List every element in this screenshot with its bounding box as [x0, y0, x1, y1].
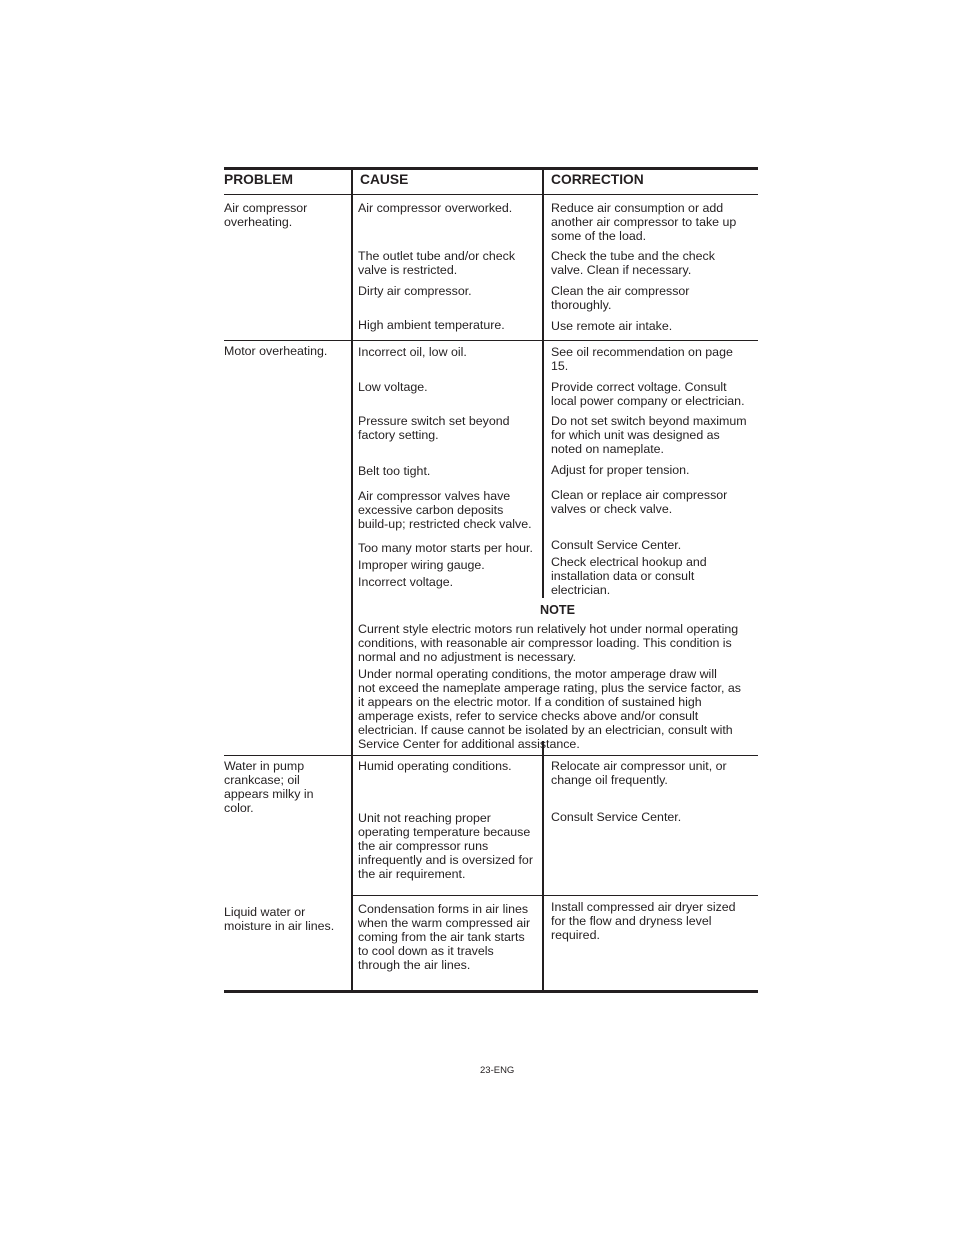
cause-text: Dirty air compressor. [358, 284, 472, 298]
correction-text: Install compressed air dryer sized [551, 900, 736, 914]
cause-text: Improper wiring gauge. [358, 558, 485, 572]
table-bottom-rule [224, 990, 758, 993]
correction-text: Consult Service Center. [551, 538, 682, 552]
correction-text: Do not set switch beyond maximum [551, 414, 747, 428]
cause-text: the air requirement. [358, 867, 466, 881]
column-divider-cause-lower [542, 755, 544, 990]
correction-text: some of the load. [551, 229, 647, 243]
cause-text: The outlet tube and/or check [358, 249, 516, 263]
cause-text: Pressure switch set beyond [358, 414, 510, 428]
cause-text: High ambient temperature. [358, 318, 505, 332]
correction-text: change oil frequently. [551, 773, 668, 787]
row-divider-2 [224, 755, 758, 756]
correction-text: for which unit was designed as [551, 428, 720, 442]
correction-text: Clean the air compressor [551, 284, 690, 298]
correction-text: Adjust for proper tension. [551, 463, 690, 477]
note-text: electrician. If cause cannot be isolated by an electrician, consult with [358, 723, 733, 737]
cause-text: when the warm compressed air [358, 916, 531, 930]
correction-text: Check electrical hookup and [551, 555, 707, 569]
problem-text: crankcase; oil [224, 773, 300, 787]
cause-text: to cool down as it travels [358, 944, 494, 958]
cause-text: excessive carbon deposits [358, 503, 504, 517]
cause-text: valve is restricted. [358, 263, 458, 277]
correction-text: Use remote air intake. [551, 319, 673, 333]
correction-text: valves or check valve. [551, 502, 673, 516]
note-title: NOTE [540, 603, 575, 617]
cause-text: Low voltage. [358, 380, 428, 394]
correction-text: noted on nameplate. [551, 442, 664, 456]
page-number: 23-ENG [480, 1065, 515, 1076]
correction-text: installation data or consult [551, 569, 695, 583]
correction-text: electrician. [551, 583, 611, 597]
note-text: Service Center for additional assistance. [358, 737, 580, 751]
cause-text: Unit not reaching proper [358, 811, 491, 825]
correction-text: thoroughly. [551, 298, 612, 312]
correction-text: Relocate air compressor unit, or [551, 759, 727, 773]
problem-text: Motor overheating. [224, 344, 328, 358]
note-text: Under normal operating conditions, the motor amperage draw will [358, 667, 717, 681]
correction-text: Check the tube and the check [551, 249, 715, 263]
correction-text: another air compressor to take up [551, 215, 737, 229]
problem-text: Water in pump [224, 759, 305, 773]
problem-text: Air compressor [224, 201, 308, 215]
cause-text: infrequently and is oversized for [358, 853, 533, 867]
note-text: Current style electric motors run relatively hot under normal operating [358, 622, 739, 636]
row-divider-1 [224, 340, 758, 341]
cause-text: Humid operating conditions. [358, 759, 512, 773]
cause-text: Incorrect oil, low oil. [358, 345, 467, 359]
row-divider-3 [352, 895, 758, 896]
correction-text: required. [551, 928, 600, 942]
correction-text: for the flow and dryness level [551, 914, 712, 928]
correction-text: See oil recommendation on page [551, 345, 733, 359]
cause-text: coming from the air tank starts [358, 930, 525, 944]
problem-text: appears milky in [224, 787, 314, 801]
correction-text: Reduce air consumption or add [551, 201, 724, 215]
header-cause: CAUSE [360, 172, 409, 187]
note-text: not exceed the nameplate amperage rating, plus the service factor, as [358, 681, 741, 695]
correction-text: valve. Clean if necessary. [551, 263, 692, 277]
header-bottom-rule [224, 194, 758, 195]
cause-text: build-up; restricted check valve. [358, 517, 532, 531]
note-text: normal and no adjustment is necessary. [358, 650, 577, 664]
correction-text: Consult Service Center. [551, 810, 682, 824]
problem-text: Liquid water or [224, 905, 306, 919]
cause-text: Incorrect voltage. [358, 575, 454, 589]
header-correction: CORRECTION [551, 172, 644, 187]
correction-text: 15. [551, 359, 569, 373]
cause-text: factory setting. [358, 428, 439, 442]
problem-text: moisture in air lines. [224, 919, 335, 933]
note-text: amperage exists, refer to service checks above and/or consult [358, 709, 699, 723]
header-problem: PROBLEM [224, 172, 293, 187]
correction-text: Clean or replace air compressor [551, 488, 728, 502]
cause-text: Air compressor overworked. [358, 201, 513, 215]
table-top-rule [224, 167, 758, 170]
column-divider-cause-upper [542, 167, 544, 598]
column-divider-problem [351, 167, 353, 992]
cause-text: Condensation forms in air lines [358, 902, 529, 916]
cause-text: the air compressor runs [358, 839, 489, 853]
cause-text: operating temperature because [358, 825, 531, 839]
cause-text: Too many motor starts per hour. [358, 541, 533, 555]
cause-text: Belt too tight. [358, 464, 431, 478]
problem-text: overheating. [224, 215, 293, 229]
correction-text: local power company or electrician. [551, 394, 745, 408]
problem-text: color. [224, 801, 254, 815]
correction-text: Provide correct voltage. Consult [551, 380, 727, 394]
note-text: conditions, with reasonable air compressor loading. This condition is [358, 636, 732, 650]
cause-text: Air compressor valves have [358, 489, 511, 503]
note-text: it appears on the electric motor. If a condition of sustained high [358, 695, 702, 709]
cause-text: through the air lines. [358, 958, 471, 972]
